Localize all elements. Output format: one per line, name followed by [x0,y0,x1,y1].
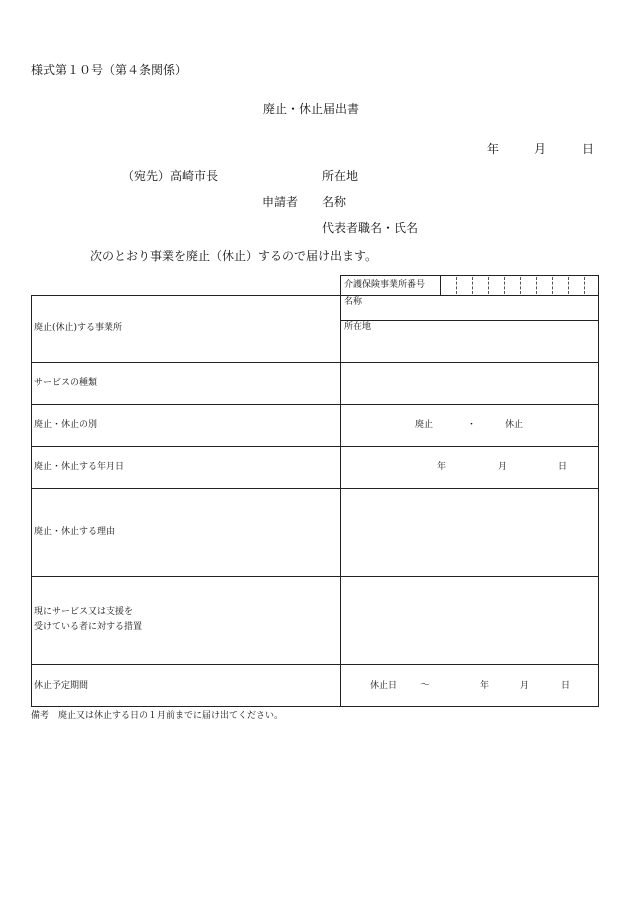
header-date-day: 日 [582,142,595,156]
service-type-label: サービスの種類 [34,378,98,388]
applicant-label: 申請者 [262,195,299,209]
representative-label: 代表者職名・氏名 [322,221,419,235]
office-label: 廃止(休止)する事業所 [34,323,123,333]
date-year: 年 [437,462,447,472]
period-label: 休止予定期間 [34,681,89,691]
period-day: 日 [561,681,571,691]
date-label: 廃止・休止する年月日 [34,462,125,472]
office-number-label: 介護保険事業所番号 [344,280,426,290]
kind-label: 廃止・休止の別 [34,420,98,430]
header-date-month: 月 [534,142,547,156]
period-month: 月 [520,681,530,691]
kind-option-separator: ・ [467,420,477,430]
office-name-label: 名称 [344,297,363,307]
period-start-label: 休止日 [370,681,398,691]
date-month: 月 [498,462,508,472]
applicant-location-label: 所在地 [322,169,359,183]
form-number: 様式第１０号（第４条関係） [31,63,188,77]
kind-option-abolish: 廃止 [415,420,434,430]
period-year: 年 [480,681,490,691]
kind-option-suspend: 休止 [505,420,524,430]
intro-text: 次のとおり事業を廃止（休止）するので届け出ます。 [90,249,378,263]
footnote: 備考 廃止又は休止する日の１月前までに届け出てください。 [31,711,284,721]
applicant-name-label: 名称 [322,195,347,209]
reason-label: 廃止・休止する理由 [34,527,116,537]
addressee: （宛先）高崎市長 [122,169,219,183]
period-tilde: ～ [420,680,430,691]
date-day: 日 [558,462,568,472]
page-title: 廃止・休止届出書 [263,102,360,116]
header-date-year: 年 [487,142,500,156]
office-location-label: 所在地 [344,322,372,332]
measures-label-line2: 受けている者に対する措置 [34,622,143,632]
measures-label-line1: 現にサービス又は支援を [34,607,134,617]
